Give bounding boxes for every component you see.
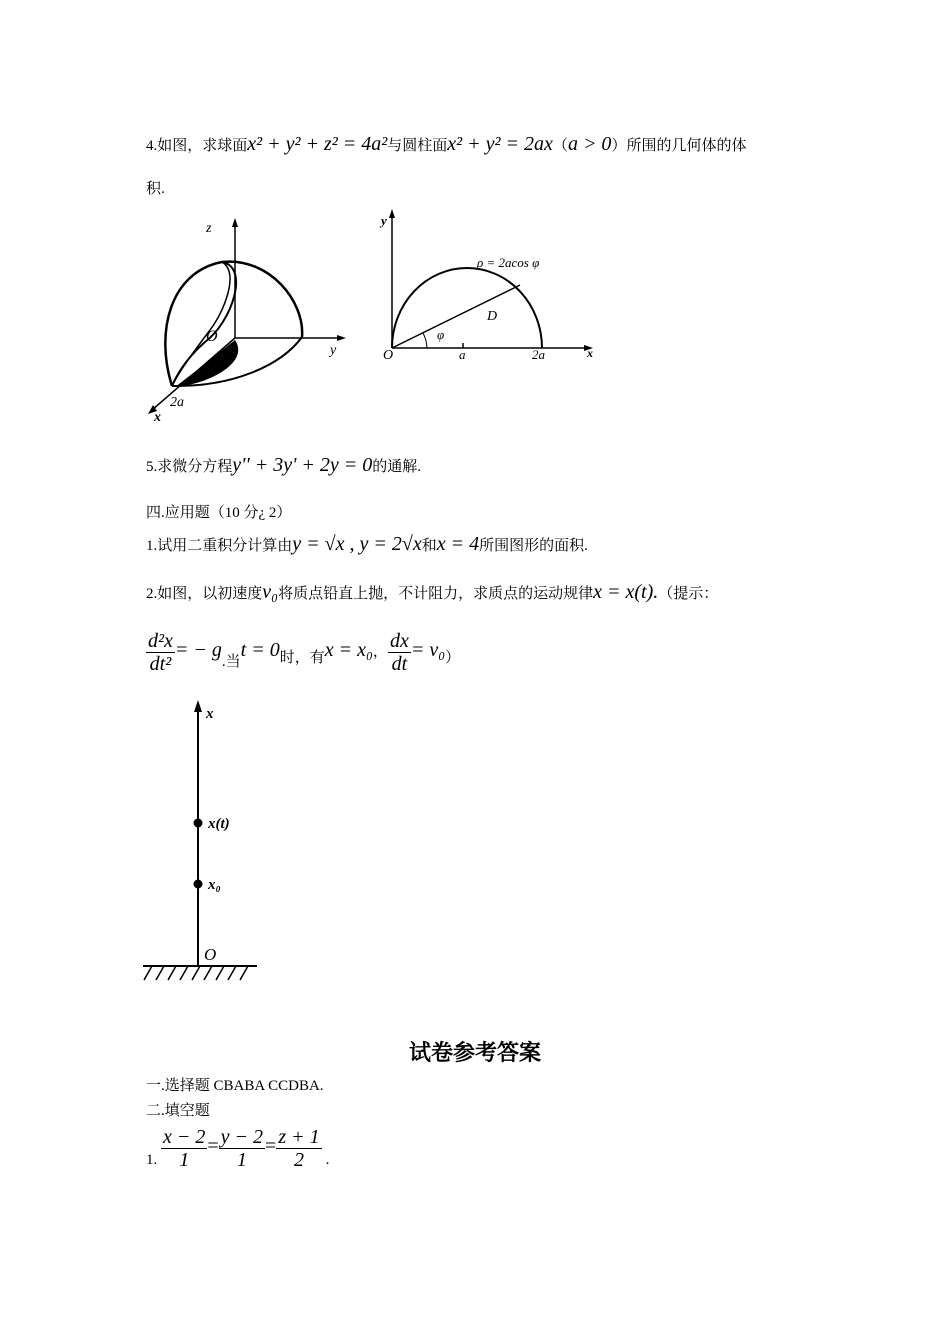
fraction-y-den: 1 [236,1149,247,1172]
app2-comma: ， [372,644,388,660]
answer-1-label: 1. [146,1152,158,1168]
phi-label: φ [437,327,445,342]
region-d-label: D [487,309,498,324]
fraction-x-den: 1 [179,1149,190,1172]
equals-2: = [265,1135,277,1157]
x0-label: x₀ [208,877,221,893]
q4-condition: a > 0 [567,133,612,155]
rho-equation-label: ρ = 2acos φ [477,255,540,270]
point-xt [194,819,203,828]
app2-when: .当 [221,654,241,670]
two-a-label-2d: 2a [532,347,545,362]
q4-mid: 与圆柱面 [387,138,448,154]
semicircle-boundary [392,268,542,348]
ode-rhs: = − g [174,639,222,661]
answers-fill-title: 二.填空题 [146,1103,210,1119]
velocity-numerator: dx [389,630,409,653]
origin-label: O [206,328,218,345]
answers-choice: 一.选择题 CBABA CCDBA. [146,1078,324,1094]
fraction-x [161,1126,207,1171]
app2-shi: 时，有 [279,650,325,666]
fraction-z-den: 2 [293,1149,304,1172]
app2-prefix: 2.如图，以初速度 [146,586,263,602]
x-label-2d: x [587,346,593,360]
q4-prefix: 4.如图，求球面 [146,138,248,154]
y-axis-2d-arrow [389,209,395,218]
app2-law: x = x(t). [593,581,659,603]
app2-x-init: x = x₀ [324,639,373,661]
sphere-cylinder-3d-figure [140,212,355,424]
z-label: z [206,221,212,236]
z-axis-arrow [232,218,238,227]
x-label: x [154,410,161,424]
app2-close: ） [445,650,461,666]
two-a-label: 2a [170,395,184,410]
q5-ode: y'' + 3y' + 2y = 0 [232,454,373,476]
velocity-fraction [388,630,411,675]
app2-t0: t = 0 [240,639,280,661]
motion-axis-arrow [194,700,202,712]
fraction-y-num: y − 2 [220,1126,264,1149]
application-1 [146,526,588,564]
ode-numerator: d²x [148,630,173,653]
origin-o-label: O [204,945,217,964]
q4-sphere-equation: x² + y² + z² = 4a² [247,133,388,155]
q4-cond-open: （ [552,138,568,154]
fraction-x-num: x − 2 [163,1126,206,1149]
a-label: a [459,347,466,362]
x-axis-label: x [206,706,214,722]
app1-suffix: 所围图形的面积. [479,538,588,554]
fraction-y [219,1126,265,1171]
xt-label: x(t) [208,816,230,832]
ground-hatching [144,966,248,980]
q5-suffix: 的通解. [372,459,421,475]
point-x0 [194,880,203,889]
app1-mid: 和 [421,538,437,554]
q5-prefix: 5.求微分方程 [146,459,233,475]
section-4-title: 四.应用题（10 分¿ 2） [146,505,292,521]
origin-label-2d: O [383,348,394,363]
q4-cylinder-equation: x² + y² = 2ax [447,133,553,155]
app1-curves: y = √x , y = 2√x [292,533,422,555]
q4-suffix: ）所围的几何体的体 [611,138,747,154]
question-4-line1 [146,124,746,166]
velocity-denominator: dt [391,653,408,676]
answer-fill-1 [146,1120,329,1186]
app2-hint: （提示： [658,586,719,602]
app2-mid: 将质点铅直上抛，不计阻力，求质点的运动规律 [278,586,594,602]
equals-1: = [207,1135,219,1157]
velocity-rhs: = v₀ [410,639,446,661]
y-label: y [330,343,337,358]
angle-arc [423,333,427,348]
y-axis-arrow [337,335,346,341]
ode-fraction [146,630,175,675]
question-5 [146,447,421,485]
vertical-throw-figure [140,698,265,988]
app2-v0: v₀ [262,581,279,603]
ode-denominator: dt² [149,653,172,676]
polar-region-figure [375,205,605,365]
app1-prefix: 1.试用二重积分计算由 [146,538,293,554]
y-label-2d: y [381,213,387,228]
app1-line: x = 4 [436,533,480,555]
answers-title: 试卷参考答案 [408,1041,541,1066]
answer-1-dot: . [325,1152,330,1168]
question-4-line2: 积. [146,181,165,197]
application-2-line1 [146,574,718,612]
application-2-line2 [146,624,460,688]
fraction-z [276,1126,321,1171]
fraction-z-num: z + 1 [278,1126,320,1149]
